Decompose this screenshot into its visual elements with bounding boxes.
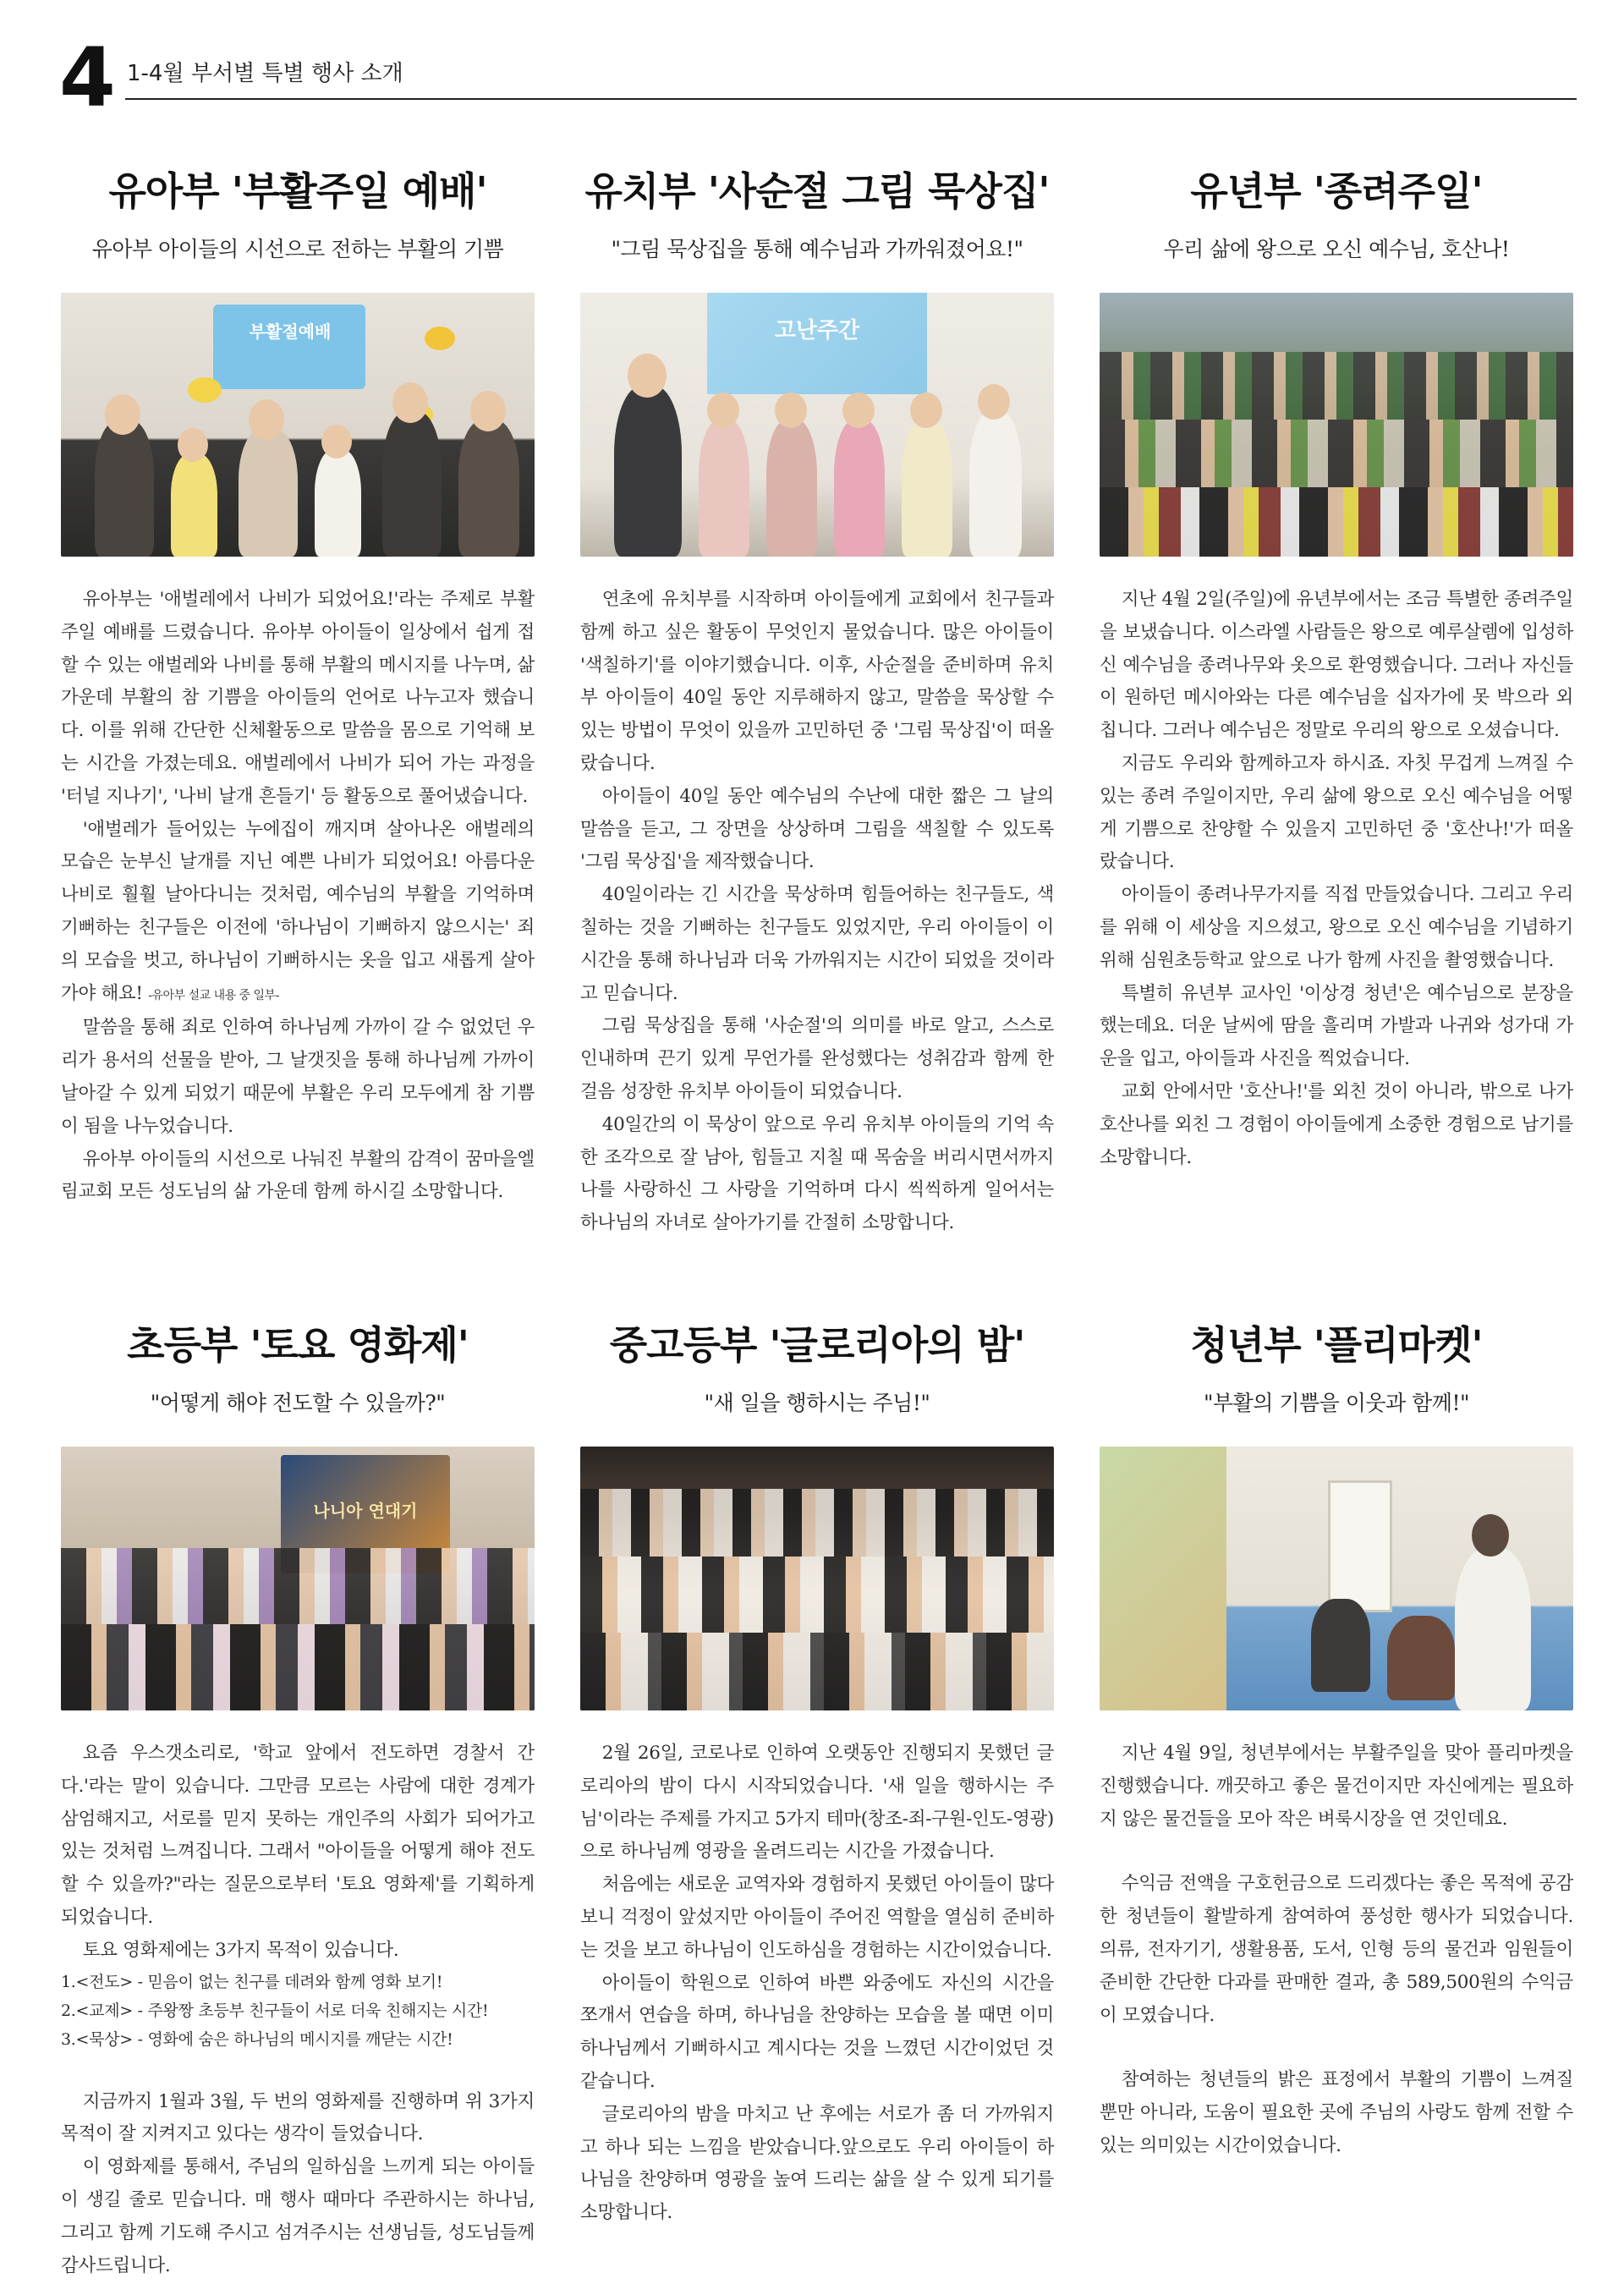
purpose-item: 2.<교제> - 주왕짱 초등부 친구들이 서로 더욱 친해지는 시간! bbox=[61, 2001, 489, 2020]
paragraph: 지금도 우리와 함께하고자 하시죠. 자칫 무겁게 느껴질 수 있는 종려 주일이지만, 우리 삶에 왕으로 오신 예수님을 어떻게 기쁨으로 찬양할 수 있을지 고민하던 중 '호산나!'가 떠올랐습니다. bbox=[1100, 752, 1573, 873]
person-head bbox=[707, 393, 739, 428]
article-elementary bbox=[61, 1320, 535, 2282]
butterfly-decoration bbox=[188, 377, 222, 403]
article-photo bbox=[61, 1447, 535, 1710]
article-photo bbox=[580, 1447, 1054, 1710]
photo-screen-text: 고난주간 bbox=[774, 318, 860, 343]
corridor-wall bbox=[1100, 1447, 1226, 1710]
paragraph: 40일간의 이 묵상이 앞으로 우리 유치부 아이들의 기억 속 한 조각으로 잘 남아, 힘들고 지칠 때 목숨을 버리시면서까지 나를 사랑하신 그 사랑을 기억하며 다시 씩씩하게 일어서는 하나님의 자녀로 살아가기를 간절히 소망합니다. bbox=[580, 1113, 1054, 1234]
person bbox=[766, 420, 817, 557]
butterfly-decoration bbox=[425, 327, 455, 350]
article-youth bbox=[580, 1320, 1054, 2230]
person bbox=[315, 449, 361, 557]
quote-text: '애벌레가 들어있는 누에집이 깨지며 살아나온 애벌레의 모습은 눈부신 날개를 지닌 예쁜 나비가 되었어요! 아름다운 나비로 훨훨 날아다니는 것처럼, 예수님의 부활을 기억하며 기뻐하는 친구들은 이전에 '하나님이 기뻐하지 않으시는' 죄의 모습을 벗고, 하나님이 기뻐하시는 옷을 입고 새롭게 살아가야 해요! bbox=[61, 818, 535, 1004]
paragraph: 요즘 우스갯소리로, '학교 앞에서 전도하면 경찰서 간다.'라는 말이 있습니다. 그만큼 모르는 사람에 대한 경계가 삼엄해지고, 서로를 믿지 못하는 개인주의 사회가 되어가고 있는 것처럼 느껴집니다. 그래서 "아이들을 어떻게 해야 전도할 수 있을까?"라는 질문으로부터 '토요 영화제'를 기획하게 되었습니다. bbox=[61, 1743, 535, 1928]
article-body bbox=[580, 584, 1054, 1240]
article-photo bbox=[580, 293, 1054, 557]
person bbox=[614, 386, 682, 557]
paragraph: 참여하는 청년들의 밝은 표정에서 부활의 기쁨이 느껴질 뿐만 아니라, 도움이 필요한 곳에 주님의 사랑도 함께 전할 수 있는 의미있는 시간이었습니다. bbox=[1100, 2069, 1573, 2156]
article-photo bbox=[1100, 1447, 1573, 1710]
article-preschool bbox=[61, 166, 535, 1209]
paragraph: 교회 안에서만 '호산나!'를 외친 것이 아니라, 밖으로 나가 호산나를 외친 그 경험이 아이들에게 소중한 경험으로 남기를 소망합니다. bbox=[1100, 1080, 1573, 1168]
paragraph: 연초에 유치부를 시작하며 아이들에게 교회에서 친구들과 함께 하고 싶은 활동이 무엇인지 물었습니다. 많은 아이들이 '색칠하기'를 이야기했습니다. 이후, 사순절을 준비하며 유치부 아이들이 40일 동안 지루해하지 않고, 말씀을 묵상할 수 있는 방법이 무엇이 있을까 고민하던 중 '그림 묵상집'이 떠올랐습니다. bbox=[580, 589, 1054, 774]
article-photo bbox=[61, 293, 535, 557]
paragraph: 수익금 전액을 구호헌금으로 드리겠다는 좋은 목적에 공감한 청년들이 활발하게 참여하여 풍성한 행사가 되었습니다. 의류, 전자기기, 생활용품, 도서, 인형 등의 물건과 임원들이 준비한 간단한 다과를 판매한 결과, 총 589,500원의 수익금이 모였습니다. bbox=[1100, 1873, 1573, 2026]
paragraph: 지금까지 1월과 3월, 두 번의 영화제를 진행하며 위 3가지 목적이 잘 지켜지고 있다는 생각이 들었습니다. bbox=[61, 2090, 535, 2145]
paragraph: 아이들이 학원으로 인하여 바쁜 와중에도 자신의 시간을 쪼개서 연습을 하며, 하나님을 찬양하는 모습을 볼 때면 이미 하나님께서 기뻐하시고 계시다는 것을 느꼈던 시간이었던 것 같습니다. bbox=[580, 1972, 1054, 2092]
crowd-row bbox=[1100, 487, 1573, 557]
article-title: 초등부 '토요 영화제' bbox=[127, 1322, 469, 1368]
crowd-row bbox=[61, 1548, 535, 1624]
person bbox=[1455, 1548, 1531, 1710]
person-head bbox=[842, 393, 875, 428]
paragraph: 40일이라는 긴 시간을 묵상하며 힘들어하는 친구들도, 색칠하는 것을 기뻐하는 친구들도 있었지만, 우리 아이들이 이 시간을 통해 하나님과 더욱 가까워지는 시간이 되었을 것이라고 믿습니다. bbox=[580, 884, 1054, 1004]
paragraph: 아이들이 40일 동안 예수님의 수난에 대한 짧은 그 날의 말씀을 듣고, 그 장면을 상상하며 그림을 색칠할 수 있도록 '그림 묵상집'을 제작했습니다. bbox=[580, 785, 1054, 873]
header-divider bbox=[125, 98, 1577, 100]
person bbox=[1311, 1599, 1370, 1692]
page-header bbox=[59, 30, 1577, 125]
person bbox=[902, 420, 952, 557]
purpose-item: 1.<전도> - 믿음이 없는 친구를 데려와 함께 영화 보기! bbox=[61, 1972, 443, 1991]
article-body bbox=[580, 1738, 1054, 2230]
article-body bbox=[61, 584, 535, 1209]
person bbox=[382, 411, 442, 557]
person-head bbox=[978, 384, 1010, 420]
person-head bbox=[1472, 1514, 1509, 1557]
paragraph: 2월 26일, 코로나로 인하여 오랫동안 진행되지 못했던 글로리아의 밤이 다시 시작되었습니다. '새 일을 행하시는 주님'이라는 주제를 가지고 5가지 테마(창조-죄-구원-인도-영광)으로 하나님께 영광을 올려드리는 시간을 가졌습니다. bbox=[580, 1743, 1054, 1863]
article-subtitle: 유아부 아이들의 시선으로 전하는 부활의 기쁨 bbox=[91, 237, 504, 261]
person bbox=[239, 428, 298, 557]
article-body bbox=[1100, 1738, 1573, 2163]
article-subtitle: "그림 묵상집을 통해 예수님과 가까워졌어요!" bbox=[611, 237, 1023, 261]
page-title: 1-4월 부서별 특별 행사 소개 bbox=[127, 61, 403, 86]
article-subtitle: "부활의 기쁨을 이웃과 함께!" bbox=[1203, 1391, 1470, 1415]
person bbox=[699, 420, 749, 557]
paragraph: 그림 묵상집을 통해 '사순절'의 의미를 바로 알고, 스스로 인내하며 끈기 있게 무언가를 완성했다는 성취감과 함께 한 걸음 성장한 유치부 아이들이 되었습니다. bbox=[580, 1015, 1054, 1102]
article-body bbox=[61, 1738, 535, 2282]
paragraph: 아이들이 종려나무가지를 직접 만들었습니다. 그리고 우리를 위해 이 세상을 지으셨고, 왕으로 오신 예수님을 기념하기 위해 심원초등학교 앞으로 나가 함께 사진을 촬영했습니다. bbox=[1100, 884, 1573, 971]
article-title: 청년부 '플리마켓' bbox=[1190, 1322, 1483, 1368]
article-title: 중고등부 '글로리아의 밤' bbox=[609, 1322, 1025, 1368]
person-head bbox=[910, 393, 942, 428]
crowd-row bbox=[580, 1633, 1054, 1710]
person bbox=[95, 420, 154, 557]
article-subtitle: "새 일을 행하시는 주님!" bbox=[704, 1391, 930, 1415]
person-head bbox=[470, 391, 506, 431]
paragraph: 글로리아의 밤을 마치고 난 후에는 서로가 좀 더 가까워지고 하나 되는 느낌을 받았습니다.앞으로도 우리 아이들이 하나님을 찬양하며 영광을 높여 드리는 삶을 살 수 있게 되기를 소망합니다. bbox=[580, 2103, 1054, 2224]
person bbox=[969, 411, 1022, 557]
crowd-row bbox=[1100, 352, 1573, 420]
paragraph: 이 영화제를 통해서, 주님의 일하심을 느끼게 되는 아이들이 생길 줄로 믿습니다. 매 행사 때마다 주관하시는 하나님, 그리고 함께 기도해 주시고 섬겨주시는 선생님들, 성도님들께 감사드립니다. bbox=[61, 2156, 535, 2276]
person-head bbox=[321, 425, 352, 458]
article-subtitle: "어떻게 해야 전도할 수 있을까?" bbox=[150, 1391, 446, 1415]
paragraph: 유아부는 '애벌레에서 나비가 되었어요!'라는 주제로 부활주일 예배를 드렸습니다. 유아부 아이들이 일상에서 쉽게 접할 수 있는 애벌레와 나비를 통해 부활의 메시지를 나누며, 삶 가운데 부활의 참 기쁨을 아이들의 언어로 나누고자 했습니다. 이를 위해 간단한 신체활동으로 말씀을 몸으로 기억해 보는 시간을 가졌는데요. 애벌레에서 나비가 되어 가는 과정을 '터널 지나기', '나비 날개 흔들기' 등 활동으로 풀어냈습니다. bbox=[61, 589, 535, 807]
person-head bbox=[249, 399, 284, 440]
article-body bbox=[1100, 584, 1573, 1174]
person bbox=[1387, 1616, 1455, 1700]
article-title: 유년부 '종려주일' bbox=[1190, 168, 1483, 214]
person bbox=[458, 420, 519, 557]
corridor-door bbox=[1328, 1480, 1392, 1612]
paragraph: 말씀을 통해 죄로 인하여 하나님께 가까이 갈 수 없었던 우리가 용서의 선물을 받아, 그 날갯짓을 통해 하나님께 가까이 날아갈 수 있게 되었기 때문에 부활은 우리 모두에게 참 기쁨이 됨을 나누었습니다. bbox=[61, 1017, 535, 1137]
paragraph: 토요 영화제에는 3가지 목적이 있습니다. bbox=[82, 1939, 399, 1961]
paragraph: 특별히 유년부 교사인 '이상경 청년'은 예수님으로 분장을 했는데요. 더운 날씨에 땀을 흘리며 가발과 나귀와 성가대 가운을 입고, 아이들과 사진을 찍었습니다. bbox=[1100, 982, 1573, 1070]
crowd-row bbox=[61, 1624, 535, 1710]
person bbox=[834, 420, 885, 557]
paragraph bbox=[61, 814, 535, 1013]
article-title: 유아부 '부활주일 예배' bbox=[108, 168, 487, 214]
article-photo bbox=[1100, 293, 1573, 557]
purpose-item: 3.<묵상> - 영화에 숨은 하나님의 메시지를 깨닫는 시간! bbox=[61, 2029, 453, 2049]
paragraph: 지난 4월 2일(주일)에 유년부에서는 조금 특별한 종려주일을 보냈습니다. 이스라엘 사람들은 왕으로 예루살렘에 입성하신 예수님을 종려나무와 옷으로 환영했습니다. 그러나 자신들이 원하던 메시아와는 다른 예수님을 십자가에 못 박으라 외칩니다. 그러나 예수님은 정말로 우리의 왕으로 오셨습니다. bbox=[1100, 589, 1573, 742]
sermon-note: -유아부 설교 내용 중 일부- bbox=[148, 988, 279, 1002]
article-young-adults bbox=[1100, 1320, 1573, 2163]
page-number: 4 bbox=[59, 30, 116, 125]
person-head bbox=[105, 394, 140, 435]
article-title: 유치부 '사순절 그림 묵상집' bbox=[584, 168, 1050, 214]
person-head bbox=[178, 428, 208, 462]
movie-poster-text: 나니아 연대기 bbox=[313, 1501, 418, 1521]
crowd-row bbox=[580, 1489, 1054, 1557]
paragraph: 처음에는 새로운 교역자와 경험하지 못했던 아이들이 많다 보니 걱정이 앞섰지만 아이들이 주어진 역할을 열심히 준비하는 것을 보고 하나님이 인도하심을 경험하는 시간이었습니다. bbox=[580, 1874, 1054, 1961]
photo-banner-text: 부활절예배 bbox=[249, 321, 332, 342]
person-head bbox=[775, 393, 807, 428]
crowd-row bbox=[580, 1557, 1054, 1633]
crowd-row bbox=[1100, 420, 1573, 487]
paragraph: 유아부 아이들의 시선으로 나눠진 부활의 감격이 꿈마을엘림교회 모든 성도님의 삶 가운데 함께 하시길 소망합니다. bbox=[61, 1148, 535, 1203]
article-children bbox=[1100, 166, 1573, 1174]
paragraph: 지난 4월 9일, 청년부에서는 부활주일을 맞아 플리마켓을 진행했습니다. 깨끗하고 좋은 물건이지만 자신에게는 필요하지 않은 물건들을 모아 작은 벼룩시장을 연 것인데요. bbox=[1100, 1743, 1573, 1830]
photo-banner bbox=[213, 305, 365, 389]
person bbox=[171, 453, 217, 557]
person-head bbox=[392, 382, 428, 423]
article-kindergarten bbox=[580, 166, 1054, 1240]
article-subtitle: 우리 삶에 왕으로 오신 예수님, 호산나! bbox=[1163, 237, 1510, 261]
person-head bbox=[628, 354, 667, 398]
